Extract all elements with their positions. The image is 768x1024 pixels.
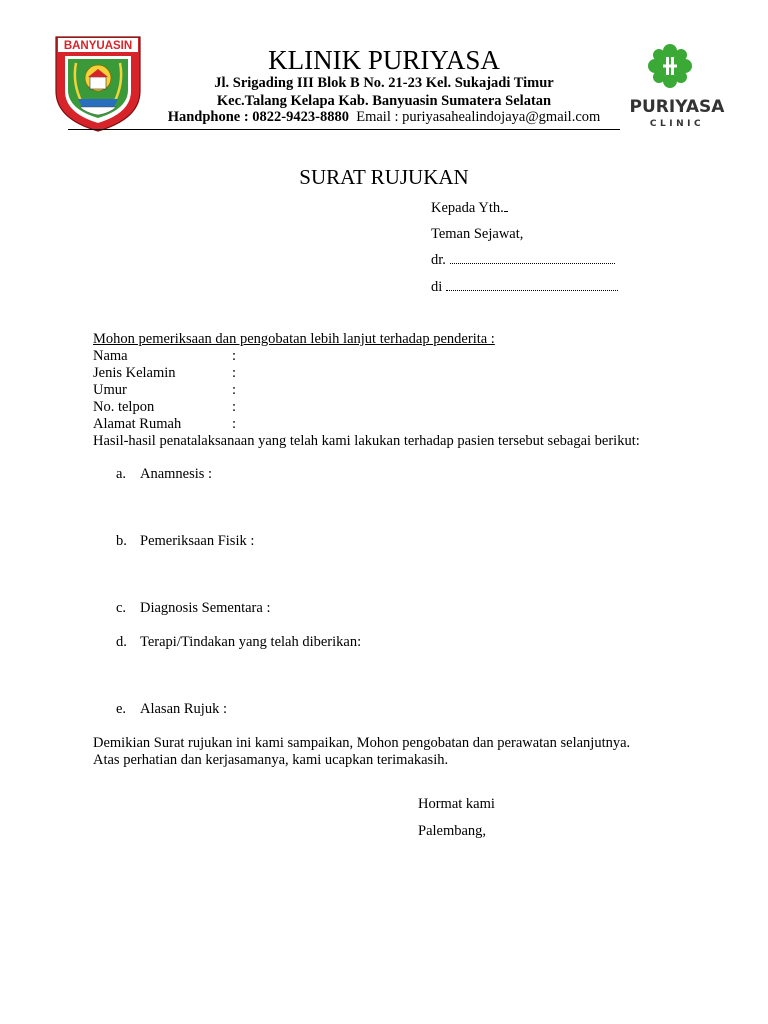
- closing-line-2: Atas perhatian dan kerjasamanya, kami ucapkan terimakasih.: [93, 752, 449, 768]
- field-gender-colon: :: [232, 365, 237, 381]
- item-d-letter: d.: [116, 634, 127, 650]
- item-therapy: Terapi/Tindakan yang telah diberikan:: [140, 634, 362, 650]
- recipient-place-line: di: [431, 279, 618, 296]
- address-line-1: Jl. Srigading III Blok B No. 21-23 Kel. Sukajadi Timur: [214, 75, 554, 91]
- closing-paragraph: [93, 735, 630, 769]
- emblem-text: BANYUASIN: [63, 40, 133, 52]
- item-b-letter: b.: [116, 533, 127, 549]
- header-divider: [68, 129, 620, 130]
- recipient-line-2: Teman Sejawat,: [431, 226, 524, 242]
- email-address: Email : puriyasahealindojaya@gmail.com: [356, 109, 601, 125]
- field-address-colon: :: [232, 416, 237, 432]
- doctor-name-blank: [450, 253, 615, 264]
- results-intro: Hasil-hasil penatalaksanaan yang telah kami lakukan terhadap pasien tersebut sebagai berikut:: [93, 433, 640, 449]
- item-e-letter: e.: [116, 701, 127, 717]
- field-age-label: Umur: [93, 382, 127, 398]
- signature-greeting: Hormat kami: [418, 796, 495, 812]
- recipient-line-1: Kepada Yth.: [431, 199, 508, 217]
- item-a-letter: a.: [116, 466, 127, 482]
- field-age-colon: :: [232, 382, 237, 398]
- logo-name: PURIYASA: [629, 97, 725, 117]
- field-gender-label: Jenis Kelamin: [93, 365, 176, 381]
- recipient-doctor-line: dr.: [431, 252, 615, 269]
- signature-place: Palembang,: [418, 823, 487, 839]
- logo-sub: CLINIC: [649, 119, 705, 129]
- item-physical-exam: Pemeriksaan Fisik :: [140, 533, 255, 549]
- item-anamnesis: Anamnesis :: [140, 466, 213, 482]
- item-diagnosis: Diagnosis Sementara :: [140, 600, 271, 616]
- field-phone-label: No. telpon: [93, 399, 155, 415]
- item-referral-reason: Alasan Rujuk :: [140, 701, 227, 717]
- patient-intro: Mohon pemeriksaan dan pengobatan lebih lanjut terhadap penderita :: [93, 331, 495, 347]
- place-blank: [446, 280, 618, 291]
- clinic-name: KLINIK PURIYASA: [268, 45, 500, 75]
- field-phone-colon: :: [232, 399, 237, 415]
- document-title: SURAT RUJUKAN: [299, 165, 469, 189]
- field-name-label: Nama: [93, 348, 128, 364]
- puriyasa-clinic-logo: [618, 40, 736, 132]
- field-name-colon: :: [232, 348, 237, 364]
- item-c-letter: c.: [116, 600, 127, 616]
- address-line-2: Kec.Talang Kelapa Kab. Banyuasin Sumatera Selatan: [216, 93, 552, 109]
- field-address-label: Alamat Rumah: [93, 416, 182, 432]
- phone-number: Handphone : 0822-9423-8880: [167, 109, 349, 125]
- closing-line-1: Demikian Surat rujukan ini kami sampaikan, Mohon pengobatan dan perawatan selanjutnya.: [93, 735, 631, 751]
